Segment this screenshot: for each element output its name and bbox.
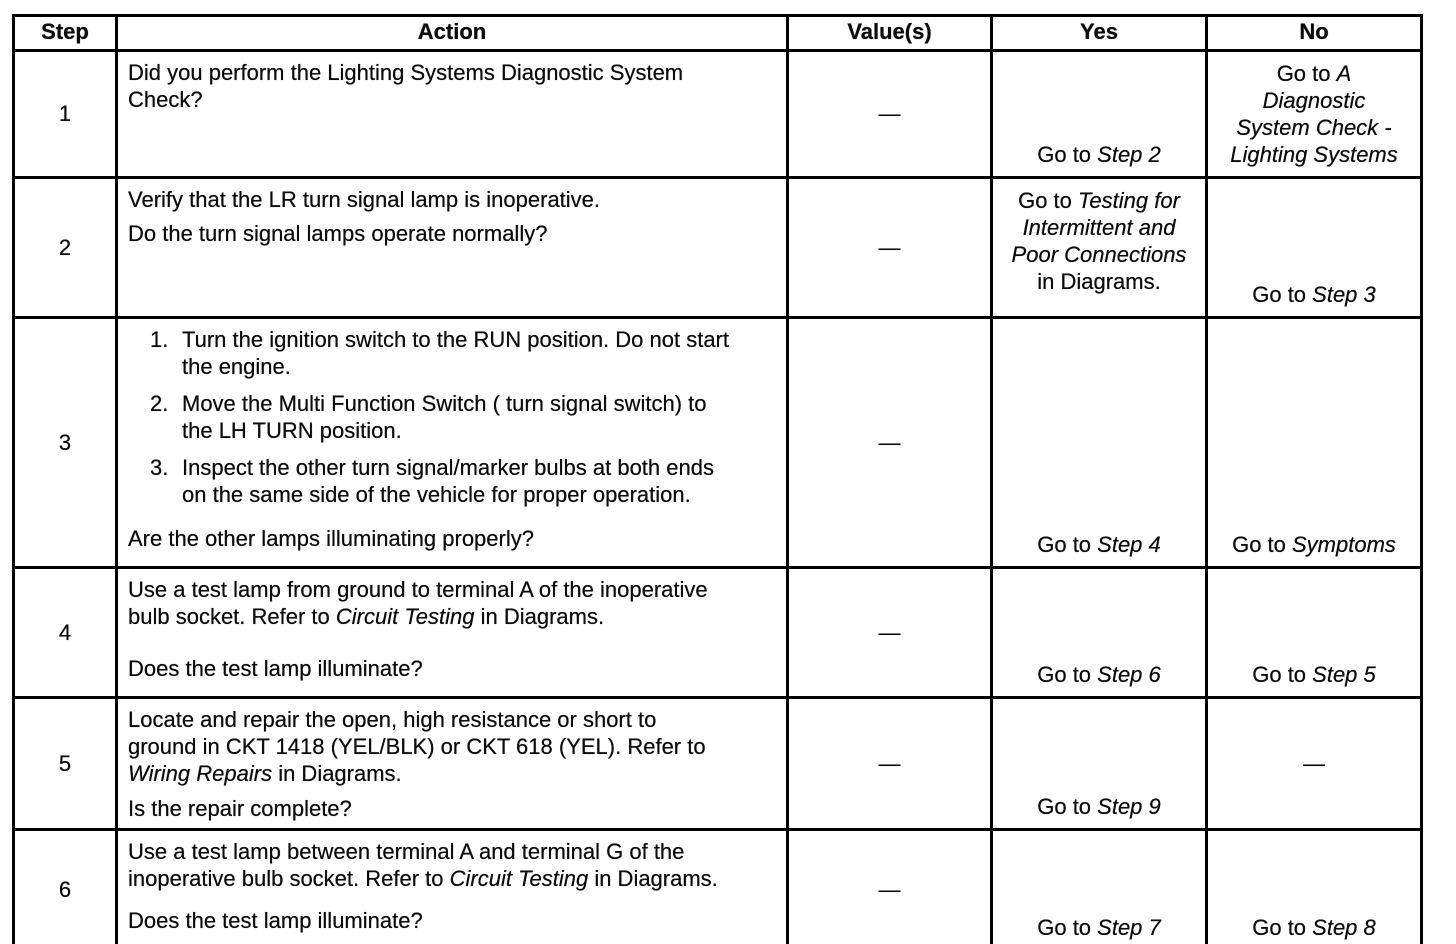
text-segment: Go to: [1252, 282, 1313, 307]
text-segment: Step 6: [1097, 662, 1161, 687]
text-segment: Go to: [1037, 662, 1098, 687]
goto-text: [1008, 187, 1190, 295]
header-yes: Yes: [992, 16, 1207, 51]
text-segment: Use a test lamp from ground to terminal A of the inoperative bulb socket. Refer to: [128, 577, 708, 629]
value-cell: —: [788, 51, 992, 178]
action-paragraph: [128, 576, 730, 630]
table-row: [14, 830, 1422, 944]
header-step: Step: [14, 16, 117, 51]
text-segment: Go to: [1252, 915, 1313, 940]
text-segment: Wiring Repairs: [128, 761, 273, 786]
text-segment: Turn the ignition switch to the RUN position. Do not start the engine.: [182, 327, 729, 379]
value-cell: —: [788, 568, 992, 698]
text-segment: Go to: [1276, 61, 1337, 86]
yes-cell: [992, 318, 1207, 568]
step-cell: 1: [14, 51, 117, 178]
text-segment: Is the repair complete?: [128, 796, 352, 821]
step-cell: 2: [14, 178, 117, 318]
goto-text: [1223, 661, 1405, 688]
action-text: [128, 59, 774, 113]
text-segment: Did you perform the Lighting Systems Diagnostic System Check?: [128, 60, 684, 112]
text-segment: Does the test lamp illuminate?: [128, 656, 423, 681]
text-segment: Circuit Testing: [449, 866, 589, 891]
action-list-item: [150, 390, 774, 444]
yes-cell: [992, 568, 1207, 698]
action-text: [128, 576, 774, 682]
action-cell: [117, 830, 788, 944]
text-segment: Testing for Intermittent and Poor Connections: [1011, 188, 1187, 267]
action-cell: [117, 568, 788, 698]
text-segment: in Diagrams.: [474, 604, 605, 629]
text-segment: Step 3: [1312, 282, 1376, 307]
goto-text: [1008, 914, 1190, 941]
action-text: [128, 326, 774, 552]
action-cell: [117, 318, 788, 568]
goto-text: [1223, 914, 1405, 941]
action-list-item: [150, 454, 774, 508]
text-segment: in Diagrams.: [1037, 269, 1161, 294]
text-segment: Go to: [1252, 662, 1313, 687]
list-text: [182, 326, 742, 380]
text-segment: Does the test lamp illuminate?: [128, 908, 423, 933]
text-segment: Step 7: [1097, 915, 1161, 940]
text-segment: Move the Multi Function Switch ( turn signal switch) to the LH TURN position.: [182, 391, 707, 443]
step-cell: 4: [14, 568, 117, 698]
action-paragraph: [128, 706, 730, 787]
value-cell: —: [788, 830, 992, 944]
text-segment: in Diagrams.: [588, 866, 718, 891]
action-text: [128, 186, 774, 247]
header-row: [14, 16, 1422, 51]
step-cell: 5: [14, 698, 117, 830]
no-cell: [1207, 178, 1422, 318]
no-cell: [1207, 51, 1422, 178]
action-paragraph: [128, 838, 730, 892]
header-action: Action: [117, 16, 788, 51]
header-values: Value(s): [788, 16, 992, 51]
yes-cell: [992, 178, 1207, 318]
value-cell: —: [788, 318, 992, 568]
action-paragraph: [128, 899, 730, 934]
action-paragraph: [128, 220, 730, 247]
step-cell: 3: [14, 318, 117, 568]
no-cell: [1207, 568, 1422, 698]
text-segment: Do the turn signal lamps operate normally?: [128, 221, 548, 246]
no-cell: [1207, 698, 1422, 830]
text-segment: Step 4: [1097, 532, 1161, 557]
text-segment: A Diagnostic System Check - Lighting Systems: [1230, 61, 1398, 167]
goto-text: [1223, 750, 1405, 777]
text-segment: Step 9: [1097, 794, 1161, 819]
list-number: 1.: [150, 327, 169, 352]
yes-cell: [992, 51, 1207, 178]
text-segment: Go to: [1018, 188, 1078, 213]
action-cell: [117, 178, 788, 318]
action-paragraph: [128, 517, 730, 552]
list-number: 2.: [150, 391, 169, 416]
diagnostic-step-table: [12, 14, 1423, 944]
text-segment: Circuit Testing: [335, 604, 475, 629]
value-cell: —: [788, 178, 992, 318]
list-number: 3.: [150, 455, 169, 480]
text-segment: Go to: [1037, 142, 1098, 167]
goto-text: [1223, 531, 1405, 558]
action-paragraph: [128, 59, 730, 113]
table-row: [14, 51, 1422, 178]
yes-cell: [992, 830, 1207, 944]
table-row: [14, 568, 1422, 698]
text-segment: Are the other lamps illuminating properly?: [128, 526, 534, 551]
text-segment: Symptoms: [1292, 532, 1396, 557]
text-segment: Locate and repair the open, high resistance or short to ground in CKT 1418 (YEL/BLK) or CKT 618 (YEL). Refer to: [128, 707, 706, 759]
goto-text: [1223, 281, 1405, 308]
text-segment: Inspect the other turn signal/marker bulbs at both ends on the same side of the vehicle for proper operation.: [182, 455, 714, 507]
action-text: [128, 838, 774, 934]
text-segment: Use a test lamp between terminal A and terminal G of the inoperative bulb socket. Refer to: [128, 839, 685, 891]
no-cell: [1207, 318, 1422, 568]
text-segment: Go to: [1037, 915, 1098, 940]
value-cell: —: [788, 698, 992, 830]
goto-text: [1008, 531, 1190, 558]
text-segment: in Diagrams.: [272, 761, 402, 786]
text-segment: Step 2: [1097, 142, 1161, 167]
text-segment: Step 5: [1312, 662, 1376, 687]
action-cell: [117, 698, 788, 830]
list-text: [182, 454, 742, 508]
goto-text: [1008, 793, 1190, 820]
text-segment: Step 8: [1312, 915, 1376, 940]
action-text: [128, 706, 774, 822]
table-row: [14, 178, 1422, 318]
text-segment: Verify that the LR turn signal lamp is inoperative.: [128, 187, 601, 212]
yes-cell: [992, 698, 1207, 830]
list-text: [182, 390, 742, 444]
action-paragraph: [128, 787, 730, 822]
action-paragraph: [128, 186, 730, 213]
step-cell: 6: [14, 830, 117, 944]
text-segment: —: [1303, 751, 1325, 776]
table-row: [14, 318, 1422, 568]
table-header: [14, 16, 1422, 51]
text-segment: Go to: [1232, 532, 1292, 557]
goto-text: [1223, 60, 1405, 168]
goto-text: [1008, 141, 1190, 168]
text-segment: Go to: [1037, 794, 1098, 819]
header-no: No: [1207, 16, 1422, 51]
table-row: [14, 698, 1422, 830]
goto-text: [1008, 661, 1190, 688]
action-list-item: [150, 326, 774, 380]
action-paragraph: [128, 647, 730, 682]
text-segment: Go to: [1037, 532, 1098, 557]
table-body: [14, 51, 1422, 944]
no-cell: [1207, 830, 1422, 944]
action-cell: [117, 51, 788, 178]
